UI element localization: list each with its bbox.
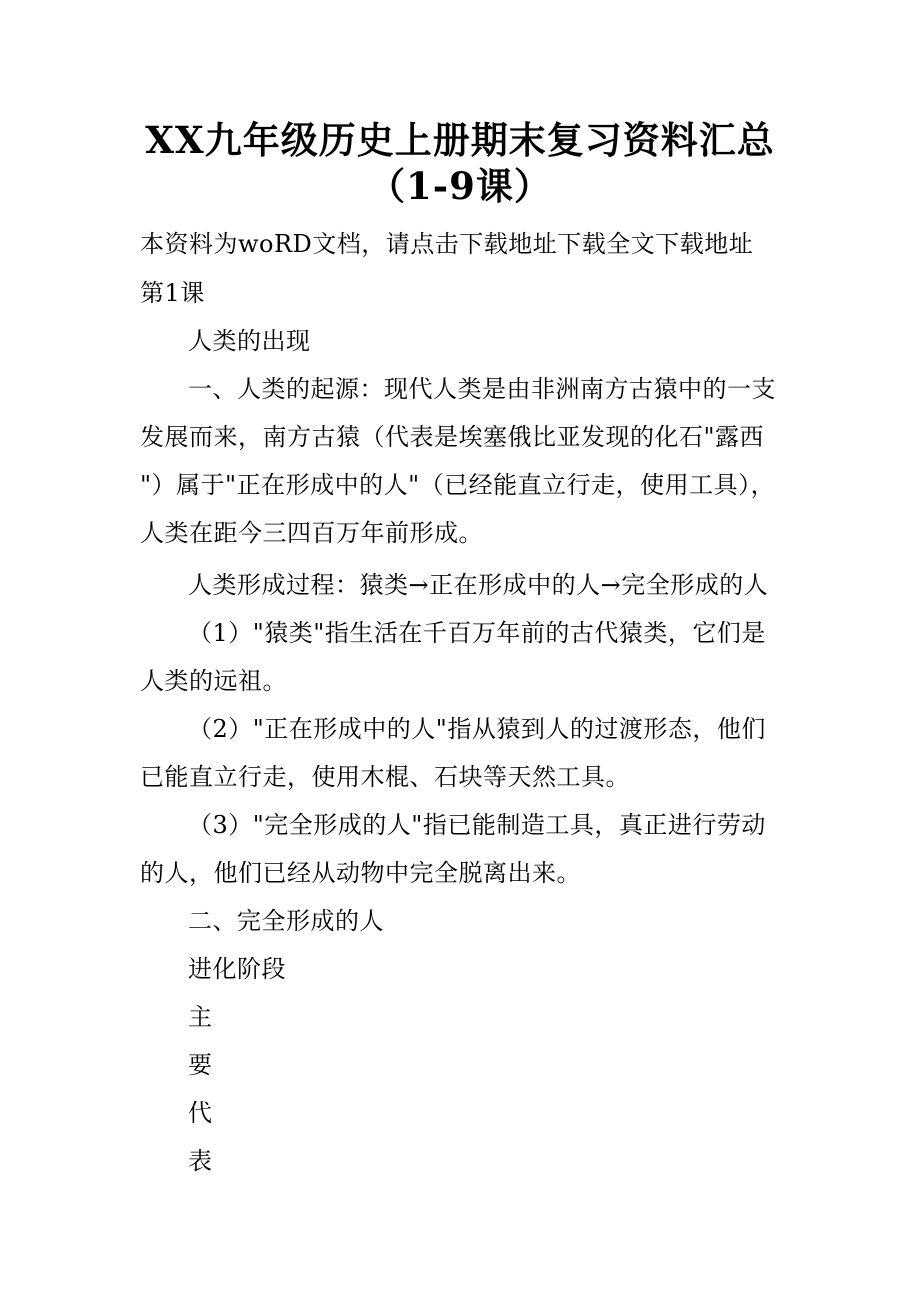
paragraph-line: （3）"完全形成的人"指已能制造工具，真正进行劳动 [188,811,766,839]
document-subtitle: （1-9课） [368,164,552,208]
intro-line: 本资料为woRD文档，请点击下载地址下载全文下载地址 [140,230,754,258]
paragraph-line: 一、人类的起源：现代人类是由非洲南方古猿中的一支 [188,375,776,403]
paragraph-line: 人类在距今三四百万年前形成。 [140,519,483,547]
paragraph-line: "）属于"正在形成中的人"（已经能直立行走，使用工具）， [140,471,776,499]
paragraph-line: 发展而来，南方古猿（代表是埃塞俄比亚发现的化石"露西 [140,423,765,451]
lesson-title: 人类的出现 [188,327,311,355]
paragraph-line: 人类的远祖。 [140,667,287,695]
paragraph-line: （2）"正在形成中的人"指从猿到人的过渡形态，他们 [188,715,766,743]
table-cell: 要 [188,1051,213,1079]
table-cell: 进化阶段 [188,955,286,983]
document-title: XX九年级历史上册期末复习资料汇总 [145,118,775,162]
lesson-label: 第1课 [140,279,205,307]
section-heading: 二、完全形成的人 [188,907,384,935]
table-cell: 表 [188,1147,213,1175]
paragraph-line: 的人，他们已经从动物中完全脱离出来。 [140,859,581,887]
paragraph-line: （1）"猿类"指生活在千百万年前的古代猿类，它们是 [188,619,766,647]
table-cell: 代 [188,1099,213,1127]
paragraph-line: 已能直立行走，使用木棍、石块等天然工具。 [140,763,630,791]
table-cell: 主 [188,1003,213,1031]
paragraph-line: 人类形成过程：猿类→正在形成中的人→完全形成的人 [188,571,769,599]
